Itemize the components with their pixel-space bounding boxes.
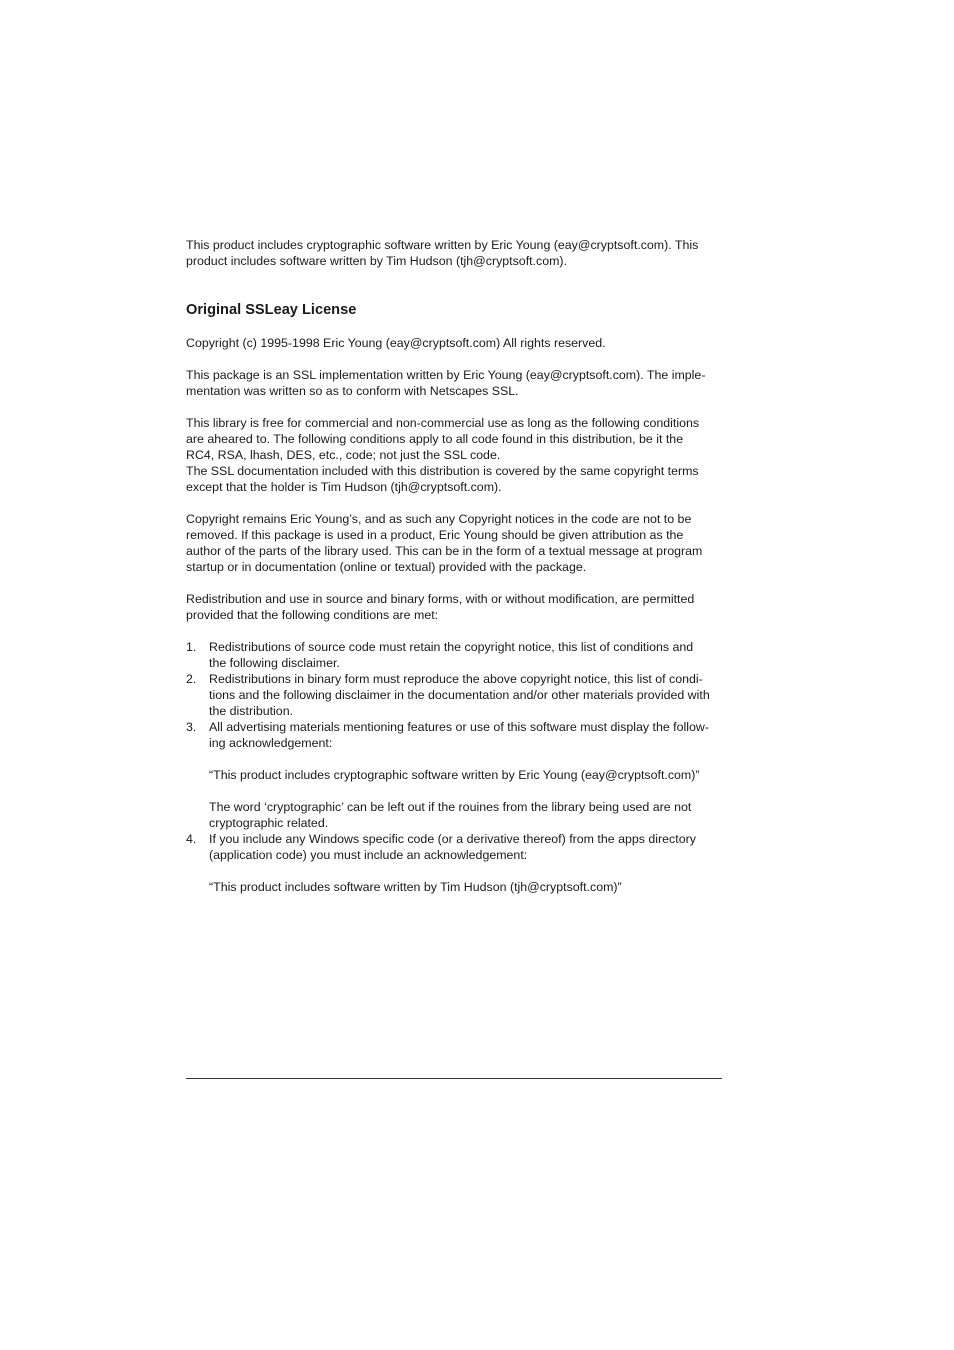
list-item bbox=[186, 671, 726, 719]
acknowledgement-quote: “This product includes software written by Tim Hudson (tjh@cryptsoft.com)” bbox=[209, 880, 622, 894]
footer-divider bbox=[186, 1078, 722, 1079]
list-item-text: All advertising materials mentioning features or use of this software must display the follow- ing acknowledgement: bbox=[209, 720, 709, 750]
list-item bbox=[186, 719, 726, 831]
library-paragraph: This library is free for commercial and non-commercial use as long as the following conditions are aheared to. The following conditions apply to all code found in this distribution, be it the RC4, RSA, lhash, DES, etc., code; not just the SSL code. The SSL documentation included with this distribution is covered by the same copyright terms except that the holder is Tim Hudson (tjh@cryptsoft.com). bbox=[186, 416, 700, 494]
intro-paragraph: This product includes cryptographic software written by Eric Young (eay@cryptsoft.com). This product includes software written by Tim Hudson (tjh@cryptsoft.com). bbox=[186, 238, 699, 268]
acknowledgement-note: The word ‘cryptographic’ can be left out if the rouines from the library being used are not cryptographic related. bbox=[209, 800, 692, 830]
package-paragraph: This package is an SSL implementation written by Eric Young (eay@cryptsoft.com). The imple- mentation was written so as to conform with Netscapes SSL. bbox=[186, 368, 706, 398]
list-item-number: 1. bbox=[186, 640, 197, 654]
conditions-list bbox=[186, 639, 726, 895]
list-item-number: 2. bbox=[186, 672, 197, 686]
document-page bbox=[186, 237, 726, 895]
section-heading: Original SSLeay License bbox=[186, 302, 357, 318]
redistribution-paragraph: Redistribution and use in source and binary forms, with or without modification, are permitted provided that the following conditions are met: bbox=[186, 592, 695, 622]
list-item-text: Redistributions of source code must retain the copyright notice, this list of conditions and the following disclaimer. bbox=[209, 640, 694, 670]
copyright-remains-paragraph: Copyright remains Eric Young’s, and as such any Copyright notices in the code are not to be removed. If this package is used in a product, Eric Young should be given attribution as the author of the parts of the library used. This can be in the form of a textual message at program startup or in documentation (online or textual) provided with the package. bbox=[186, 512, 703, 574]
list-item-text: Redistributions in binary form must reproduce the above copyright notice, this list of condi- tions and the following disclaimer in the documentation and/or other materials provided with the distribution. bbox=[209, 672, 710, 718]
list-item-text: If you include any Windows specific code (or a derivative thereof) from the apps directory (application code) you must include an acknowledgement: bbox=[209, 832, 696, 862]
list-item-number: 3. bbox=[186, 720, 197, 734]
list-item-number: 4. bbox=[186, 832, 197, 846]
list-item bbox=[186, 639, 726, 671]
copyright-paragraph: Copyright (c) 1995-1998 Eric Young (eay@cryptsoft.com) All rights reserved. bbox=[186, 336, 606, 350]
acknowledgement-quote: “This product includes cryptographic software written by Eric Young (eay@cryptsoft.com)” bbox=[209, 768, 700, 782]
list-item bbox=[186, 831, 726, 895]
